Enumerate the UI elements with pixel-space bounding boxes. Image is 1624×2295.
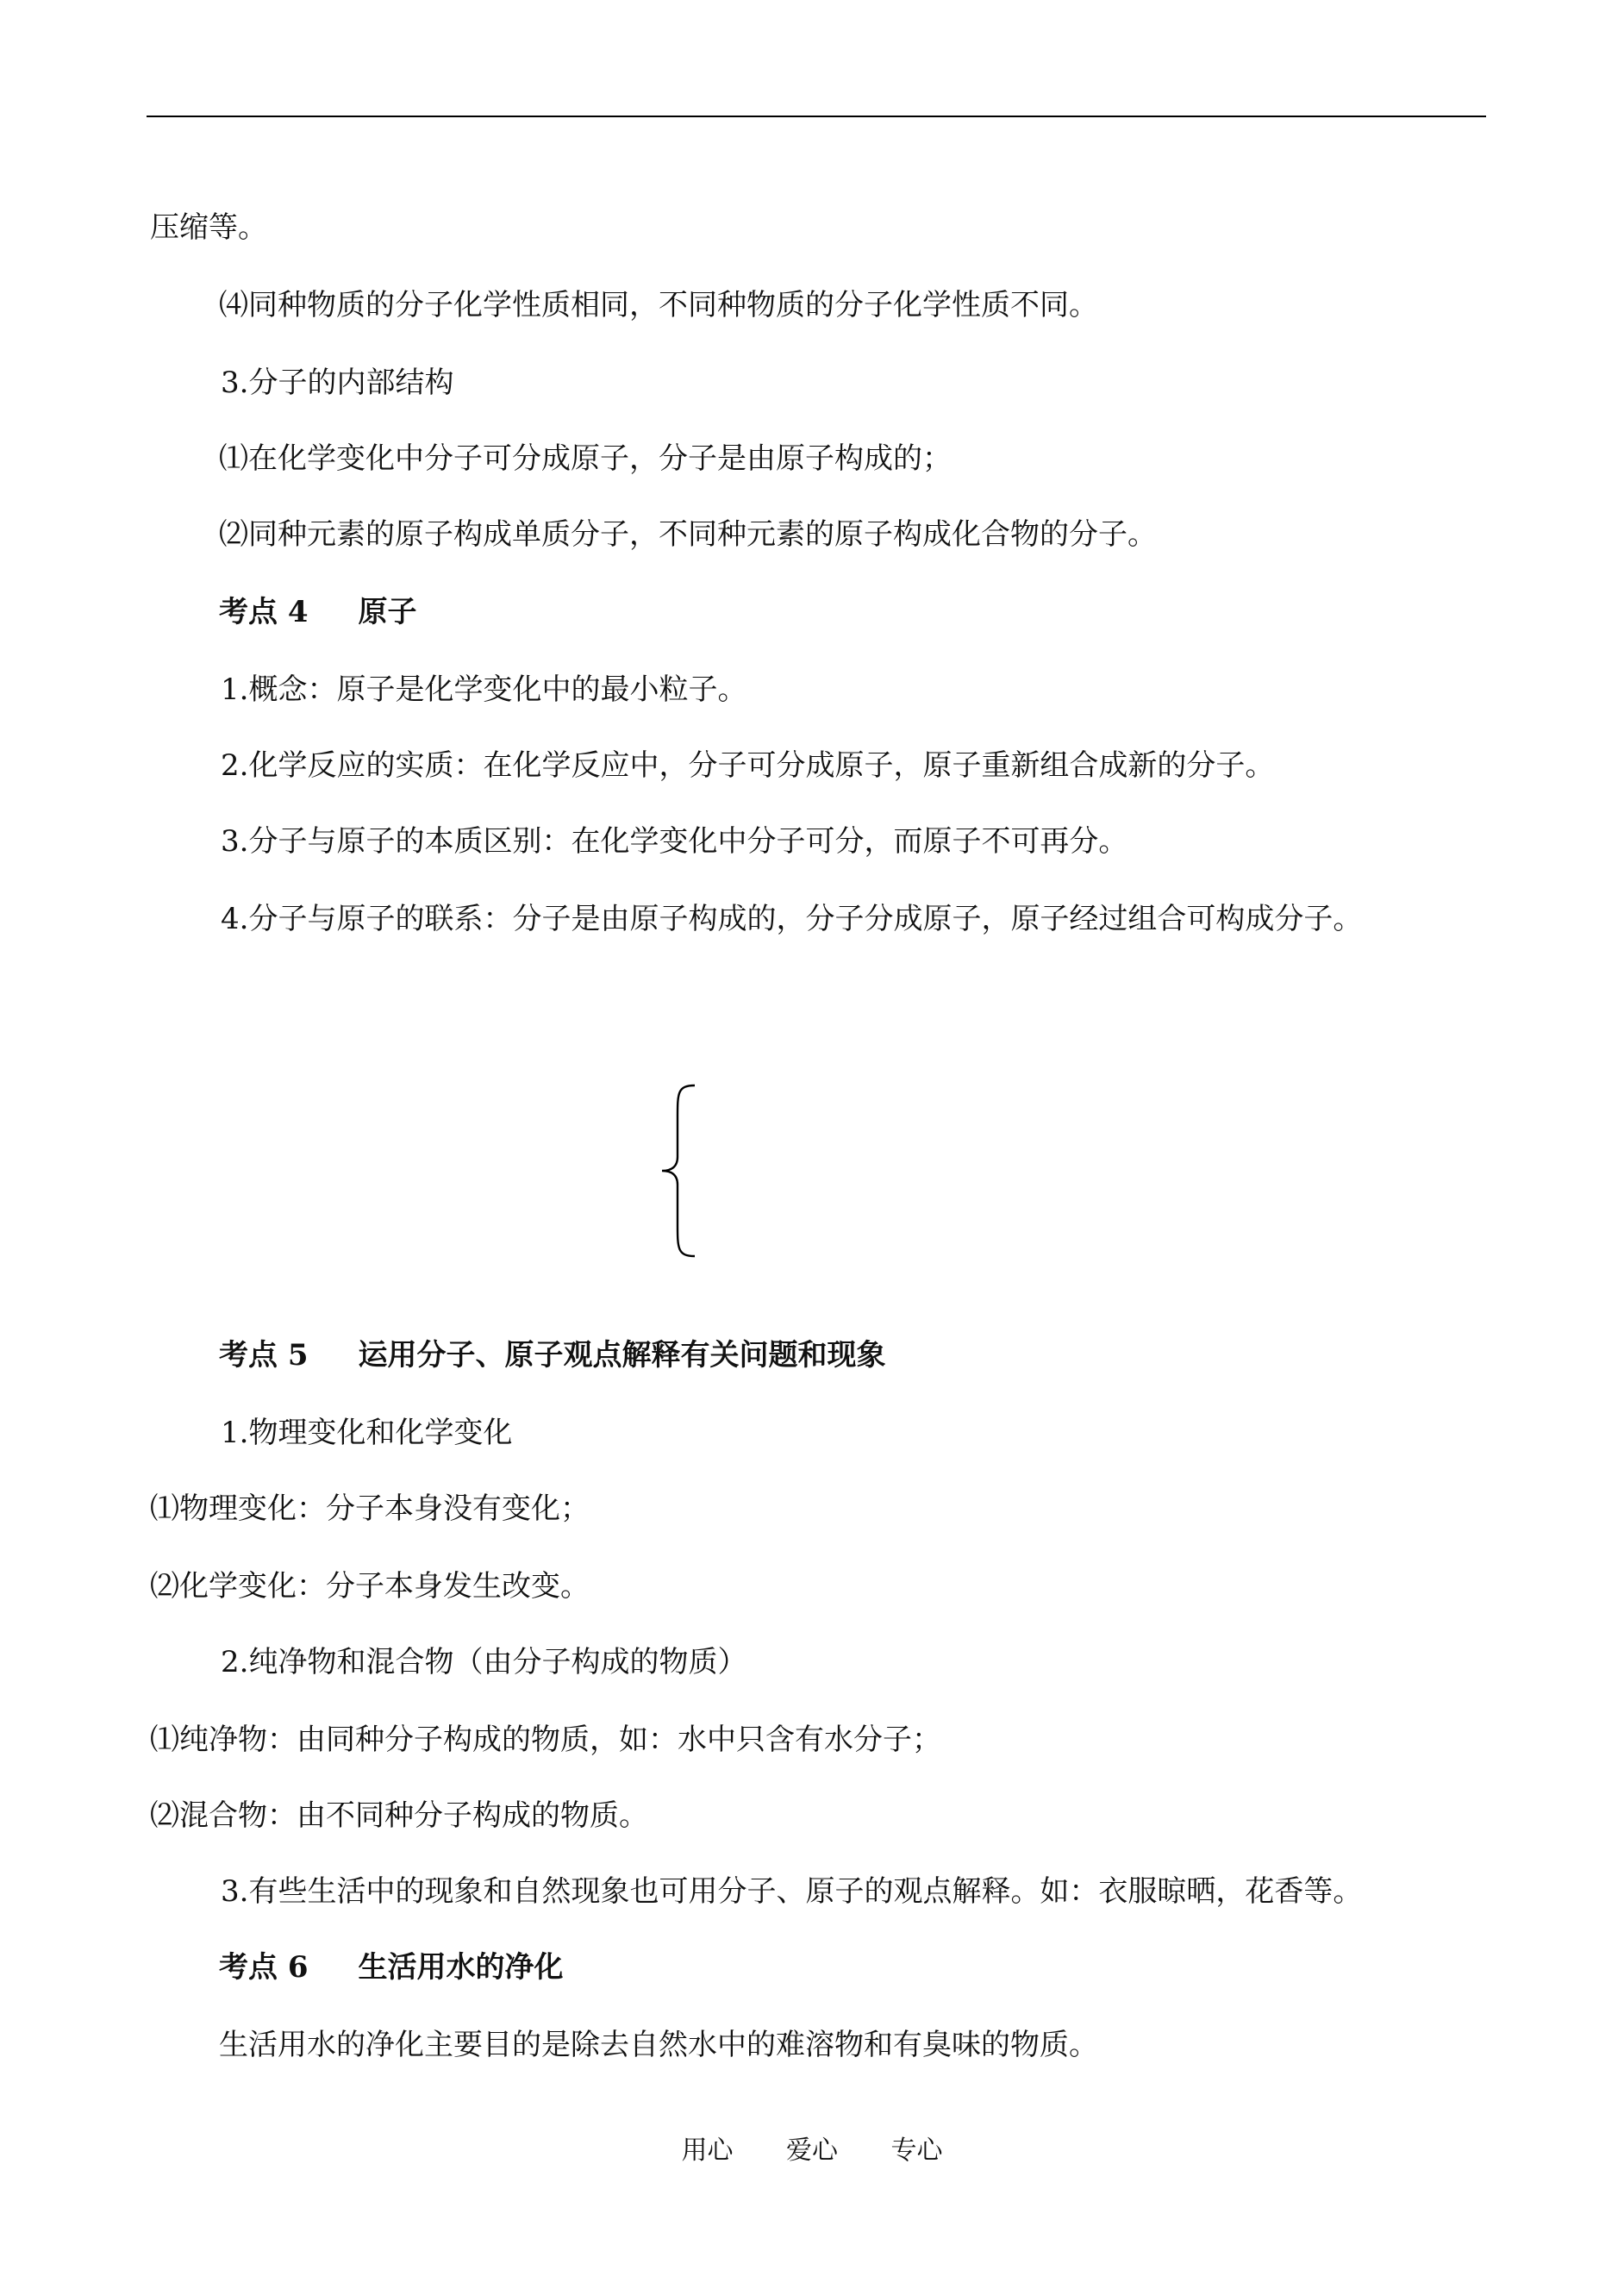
text-line-mixture: ⑵混合物：由不同种分子构成的物质。: [150, 1798, 648, 1833]
text-line-pure-substance: ⑴纯净物：由同种分子构成的物质，如：水中只含有水分子；: [150, 1723, 941, 1757]
section-5-label: 考点 5: [219, 1338, 309, 1373]
section-heading-5: [219, 1336, 886, 1374]
text-line-atom-concept: 1.概念：原子是化学变化中的最小粒子。: [221, 672, 747, 707]
text-line-phenomena-explanation: 3.有些生活中的现象和自然现象也可用分子、原子的观点解释。如：衣服晾晒，花香等。: [221, 1874, 1363, 1909]
text-line-molecule-split: ⑴在化学变化中分子可分成原子，分子是由原子构成的；: [219, 441, 952, 476]
footer-item: 用心: [681, 2136, 734, 2166]
footer-item: 爱心: [786, 2136, 838, 2166]
text-line-physical-chemical-change: 1.物理变化和化学变化: [221, 1416, 513, 1450]
text-line-pure-mixture: 2.纯净物和混合物（由分子构成的物质）: [221, 1645, 747, 1679]
text-line-water-purification: 生活用水的净化主要目的是除去自然水中的难溶物和有臭味的物质。: [219, 2028, 1098, 2062]
section-6-label: 考点 6: [219, 1950, 309, 1985]
page-footer: [0, 2134, 1624, 2168]
text-line-element-compound: ⑵同种元素的原子构成单质分子，不同种元素的原子构成化合物的分子。: [219, 517, 1157, 552]
section-4-label: 考点 4: [219, 595, 309, 629]
text-line-physical-change: ⑴物理变化：分子本身没有变化；: [150, 1491, 590, 1526]
curly-brace-icon: [657, 1083, 700, 1259]
section-5-title: 运用分子、原子观点解释有关问题和现象: [358, 1338, 886, 1373]
text-line-molecule-structure-title: 3.分子的内部结构: [221, 366, 454, 400]
section-6-title: 生活用水的净化: [358, 1950, 564, 1985]
text-line-molecule-chem-property: ⑷同种物质的分子化学性质相同，不同种物质的分子化学性质不同。: [219, 288, 1098, 322]
text-line-compress: 压缩等。: [150, 210, 267, 245]
text-line-reaction-essence: 2.化学反应的实质：在化学反应中，分子可分成原子，原子重新组合成新的分子。: [221, 748, 1275, 783]
footer-item: 专心: [890, 2136, 943, 2166]
section-heading-6: [219, 1948, 564, 1986]
section-heading-4: [219, 593, 417, 631]
text-line-chemical-change: ⑵化学变化：分子本身发生改变。: [150, 1569, 590, 1604]
section-4-title: 原子: [358, 595, 417, 629]
text-line-molecule-atom-difference: 3.分子与原子的本质区别：在化学变化中分子可分，而原子不可再分。: [221, 824, 1128, 859]
header-rule: [147, 116, 1486, 117]
text-line-molecule-atom-relation: 4.分子与原子的联系：分子是由原子构成的，分子分成原子，原子经过组合可构成分子。: [221, 902, 1363, 936]
